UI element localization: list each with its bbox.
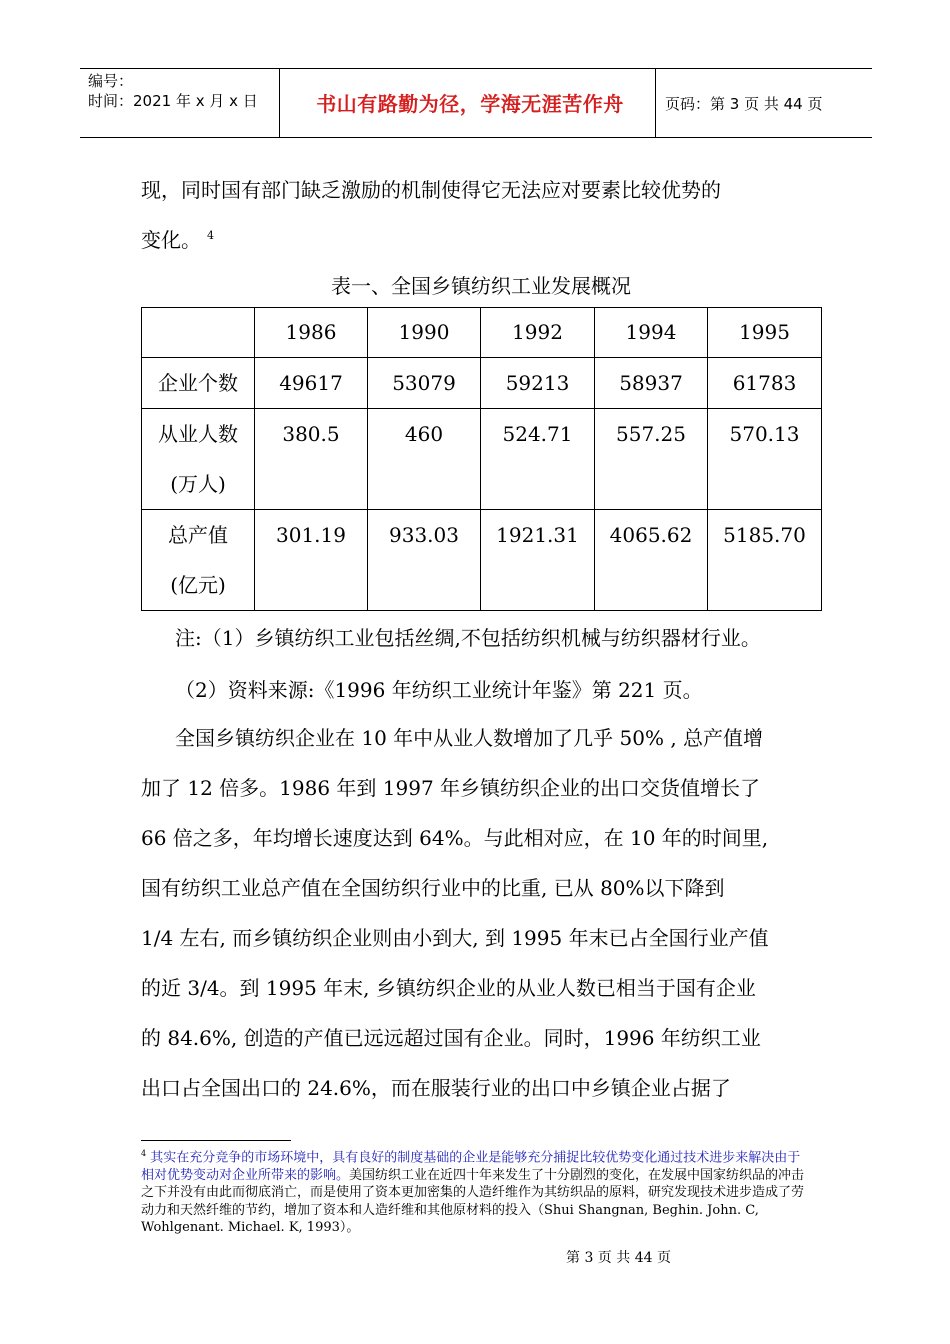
table-corner-cell	[142, 308, 255, 358]
year-header: 1992	[481, 308, 595, 358]
body-text: 变化。	[141, 228, 201, 252]
table-caption: 表一、全国乡镇纺织工业发展概况	[331, 274, 631, 298]
serial-label: 编号：	[88, 72, 134, 90]
table-row	[142, 409, 822, 510]
table-cell: 59213	[481, 358, 595, 409]
footnote	[141, 1145, 811, 1237]
paragraph-line: 66 倍之多，年均增长速度达到 64%。与此相对应，在 10 年的时间里,	[141, 826, 769, 850]
table-cell: 524.71	[481, 409, 595, 510]
table-cell: 53079	[368, 358, 481, 409]
table-header-row	[142, 308, 822, 358]
body-line	[141, 224, 214, 253]
footnote-highlight-text: 其实在充分竞争的市场环境中，具有良好的制度基础的企业是能够充分捕捉比较优势变化通过技术进步来解决由于相对优势变动对企业所带来的影响。	[141, 1150, 801, 1183]
paragraph-line: 国有纺织工业总产值在全国纺织行业中的比重, 已从 80%以下降到	[141, 876, 725, 900]
header-page-info: 页码：第 3 页 共 44 页	[665, 95, 823, 113]
row-label-text: 企业个数	[158, 371, 238, 395]
table-cell: 58937	[595, 358, 708, 409]
footnote-rule	[141, 1140, 291, 1141]
paragraph-line: 出口占全国出口的 24.6%，而在服装行业的出口中乡镇企业占据了	[141, 1076, 731, 1100]
table-row	[142, 358, 822, 409]
page-header	[80, 68, 872, 138]
paragraph-line: 的近 3/4。到 1995 年末, 乡镇纺织企业的从业人数已相当于国有企业	[141, 976, 756, 1000]
table-cell: 1921.31	[481, 510, 595, 611]
paragraph-line: 1/4 左右, 而乡镇纺织企业则由小到大, 到 1995 年末已占全国行业产值	[141, 926, 769, 950]
data-table	[141, 307, 822, 611]
table-cell: 49617	[255, 358, 368, 409]
row-label	[142, 358, 255, 409]
row-label	[142, 510, 255, 611]
year-header: 1990	[368, 308, 481, 358]
header-motto: 书山有路勤为径，学海无涯苦作舟	[316, 92, 624, 116]
table-cell: 4065.62	[595, 510, 708, 611]
table-cell: 380.5	[255, 409, 368, 510]
date-line: 时间：2021 年 x 月 x 日	[88, 92, 258, 110]
footnote-ref: 4	[207, 229, 214, 243]
year-header: 1995	[708, 308, 822, 358]
footnote-text: 美国纺织工业在近四十年来发生了十分剧烈的变化，在发展中国家纺织品的冲击之下并没有由此而彻底消亡，而是使用了资本更加密集的人造纤维作为其纺织品的原料，研究发现技术进步造成了劳动力和天然纤维的节约，增加了资本和人造纤维和其他原材料的投入（Shui Shangnan, Beghin. John. C, Wohlgenant. Michael. K, 1993）。	[141, 1167, 805, 1236]
paragraph-line: 加了 12 倍多。1986 年到 1997 年乡镇纺织企业的出口交货值增长了	[141, 776, 761, 800]
row-label-text: 总产值	[168, 523, 228, 547]
year-header: 1986	[255, 308, 368, 358]
table-row	[142, 510, 822, 611]
row-label-unit: (万人)	[170, 472, 226, 496]
year-header: 1994	[595, 308, 708, 358]
header-divider	[655, 69, 656, 137]
table-cell: 460	[368, 409, 481, 510]
row-label-text: 从业人数	[158, 422, 238, 446]
paragraph-line: 的 84.6%, 创造的产值已远远超过国有企业。同时，1996 年纺织工业	[141, 1026, 761, 1050]
page-footer: 第 3 页 共 44 页	[566, 1250, 671, 1266]
header-divider	[279, 69, 280, 137]
header-meta	[88, 71, 258, 111]
table-cell: 5185.70	[708, 510, 822, 611]
paragraph-line: 全国乡镇纺织企业在 10 年中从业人数增加了几乎 50% , 总产值增	[175, 726, 764, 750]
footnote-marker: 4	[141, 1149, 147, 1158]
table-note: （2）资料来源:《1996 年纺织工业统计年鉴》第 221 页。	[175, 678, 703, 702]
table-cell: 61783	[708, 358, 822, 409]
table-cell: 570.13	[708, 409, 822, 510]
row-label	[142, 409, 255, 510]
table-cell: 933.03	[368, 510, 481, 611]
body-line: 现，同时国有部门缺乏激励的机制使得它无法应对要素比较优势的	[141, 178, 721, 202]
table-note: 注:（1）乡镇纺织工业包括丝绸,不包括纺织机械与纺织器材行业。	[175, 626, 761, 650]
table-cell: 557.25	[595, 409, 708, 510]
table-cell: 301.19	[255, 510, 368, 611]
row-label-unit: (亿元)	[170, 573, 226, 597]
